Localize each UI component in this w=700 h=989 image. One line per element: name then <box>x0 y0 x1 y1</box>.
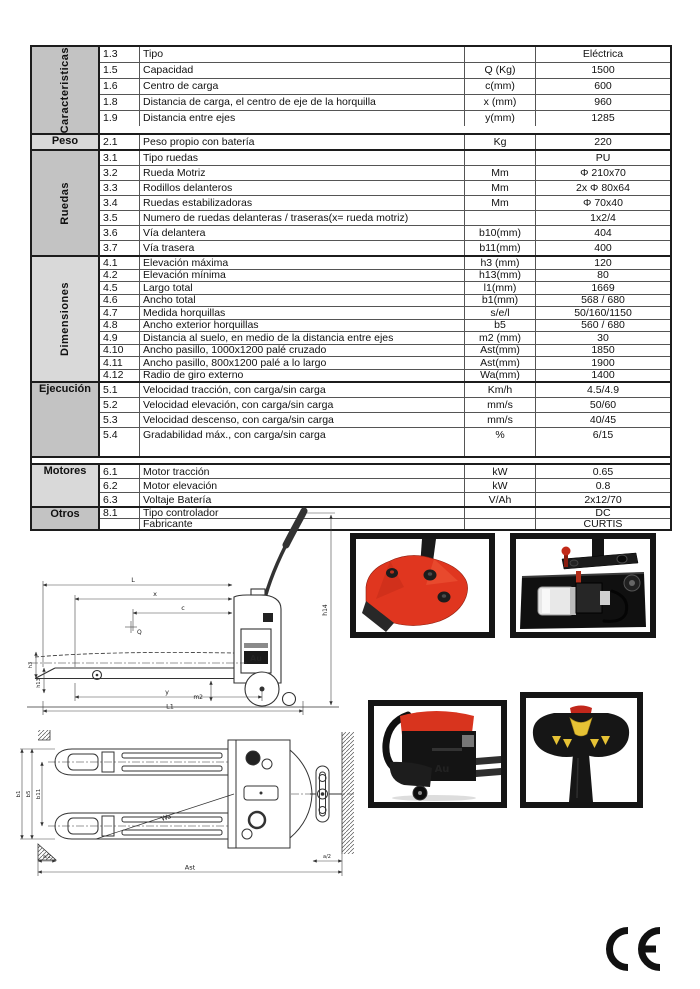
spec-row <box>100 427 670 456</box>
section-label: Caracteristicas <box>32 47 100 133</box>
cell-val: 80 <box>597 269 609 282</box>
cell-unit: l1(mm) <box>465 282 536 294</box>
cell-num: 3.7 <box>100 241 140 255</box>
cell-unit: m2 (mm) <box>465 332 536 344</box>
spec-row <box>100 412 670 427</box>
wall-right <box>342 732 354 854</box>
cell-desc: Ancho total <box>140 295 465 307</box>
cell-val: 4.5/4.9 <box>586 384 620 397</box>
cell-unit: b5 <box>465 320 536 332</box>
cell-val: 1400 <box>591 369 615 382</box>
cell-val: Φ 70x40 <box>583 197 623 210</box>
cell-val: 1x2/4 <box>590 212 616 225</box>
cell-num: 1.6 <box>100 79 140 94</box>
cell-num: 3.3 <box>100 181 140 195</box>
chassis-knob <box>246 751 260 765</box>
photo-tiller-head <box>520 692 643 808</box>
cell-val: 220 <box>594 136 612 149</box>
cell-desc: Distancia de carga, el centro de eje de la horquilla <box>140 95 465 110</box>
spec-row <box>100 344 670 357</box>
cell-unit: mm/s <box>465 398 536 412</box>
cell-val: Φ 210x70 <box>580 167 626 180</box>
section-label: Motores <box>32 465 100 506</box>
wall-corner-top <box>38 730 50 740</box>
cell-num: 8.1 <box>100 508 140 518</box>
cell-num: 4.9 <box>100 332 140 344</box>
spec-row <box>100 225 670 240</box>
spec-row <box>100 62 670 78</box>
cell-val: 600 <box>594 80 612 93</box>
cell-desc: Distancia entre ejes <box>140 111 465 126</box>
cell-unit <box>465 211 536 225</box>
svg-text:Wa: Wa <box>160 812 173 823</box>
housing-cap <box>251 589 265 595</box>
cell-desc: Elevación máxima <box>140 257 465 269</box>
cell-num: 4.2 <box>100 270 140 282</box>
cell-unit <box>465 519 536 529</box>
spec-row <box>100 465 670 478</box>
cell-unit: Wa(mm) <box>465 370 536 382</box>
cell-num: 5.4 <box>100 428 140 456</box>
motor-block <box>576 583 602 613</box>
cell-num: 6.2 <box>100 479 140 492</box>
cell-unit: s/e/l <box>465 307 536 319</box>
cell-unit <box>465 151 536 165</box>
cell-val: 40/45 <box>589 414 617 427</box>
cell-unit: Mm <box>465 166 536 180</box>
pulley-hub <box>629 580 635 586</box>
cell-desc: Voltaje Batería <box>140 493 465 506</box>
spec-row <box>100 165 670 180</box>
fork <box>476 768 501 777</box>
spec-row <box>100 356 670 369</box>
battery-compartment-illustration <box>516 539 650 632</box>
cell-desc: Numero de ruedas delanteras / traseras(x= rueda motriz) <box>140 211 465 225</box>
spec-row <box>100 294 670 307</box>
photo-pallet-truck <box>368 700 507 808</box>
cell-num: 4.11 <box>100 357 140 369</box>
spec-row <box>100 369 670 382</box>
cell-desc: Velocidad elevación, con carga/sin carga <box>140 398 465 412</box>
plate-gauge <box>617 555 627 563</box>
drawing-logo: Au <box>250 654 262 663</box>
cell-val: CURTIS <box>583 519 623 530</box>
section-dimensiones <box>32 257 670 383</box>
cell-desc: Vía trasera <box>140 241 465 255</box>
cell-val: 1850 <box>591 344 615 357</box>
spec-row <box>100 180 670 195</box>
cell-desc: Motor tracción <box>140 465 465 478</box>
cell-unit: kW <box>465 479 536 492</box>
caster-hub <box>418 791 422 795</box>
cell-val: 1285 <box>591 112 615 125</box>
cell-val: 400 <box>594 242 612 255</box>
spec-row <box>100 195 670 210</box>
cell-desc: Velocidad tracción, con carga/sin carga <box>140 383 465 397</box>
cell-val: 50/160/1150 <box>574 307 632 319</box>
cell-desc: Elevación mínima <box>140 270 465 282</box>
svg-text:h14: h14 <box>322 604 329 616</box>
cell-unit: Km/h <box>465 383 536 397</box>
spec-row <box>100 47 670 62</box>
cell-desc: Ancho pasillo, 1000x1200 palé cruzado <box>140 345 465 357</box>
cell-num: 4.1 <box>100 257 140 269</box>
ce-mark <box>598 922 666 976</box>
cell-unit: kW <box>465 465 536 478</box>
cell-num: 4.5 <box>100 282 140 294</box>
cell-val: DC <box>595 508 611 519</box>
red-lever <box>562 547 571 556</box>
spec-row <box>100 397 670 412</box>
cell-val: 6/15 <box>592 429 614 442</box>
section-ruedas <box>32 151 670 257</box>
cell-val: 30 <box>597 332 609 344</box>
cell-num: 4.10 <box>100 345 140 357</box>
svg-text:b11: b11 <box>36 788 42 800</box>
cell-unit: y(mm) <box>465 111 536 126</box>
spec-table <box>30 45 672 531</box>
cell-num: 5.3 <box>100 413 140 427</box>
photo-battery-compartment <box>510 533 656 638</box>
cell-num: 6.3 <box>100 493 140 506</box>
red-cover-illustration <box>356 539 489 632</box>
cell-num: 1.8 <box>100 95 140 110</box>
pump-highlight <box>542 589 550 613</box>
cell-unit: V/Ah <box>465 493 536 506</box>
cell-desc: Distancia al suelo, en medio de la distancia entre ejes <box>140 332 465 344</box>
top-view-technical-drawing <box>10 728 355 880</box>
side-view-technical-drawing <box>15 505 345 717</box>
cell-val: 50/60 <box>589 399 617 412</box>
cell-num: 1.5 <box>100 63 140 78</box>
cell-num: 3.6 <box>100 226 140 240</box>
cell-unit: Kg <box>465 135 536 149</box>
cell-val: 0.8 <box>595 479 611 492</box>
svg-text:m2: m2 <box>193 694 203 701</box>
cell-unit <box>465 508 536 518</box>
spec-row <box>100 257 670 269</box>
photo-red-cover <box>350 533 495 638</box>
cell-desc: Gradabilidad máx., con carga/sin carga <box>140 428 465 456</box>
svg-text:a/2: a/2 <box>43 854 51 860</box>
section-ejecución <box>32 383 670 458</box>
fork <box>476 756 501 765</box>
red-fitting <box>576 571 581 583</box>
cell-num: 5.2 <box>100 398 140 412</box>
knob-center <box>442 594 446 598</box>
spec-row <box>100 151 670 165</box>
cell-num: 5.1 <box>100 383 140 397</box>
panel-slot <box>244 643 268 648</box>
cell-desc: Ancho exterior horquillas <box>140 320 465 332</box>
cell-desc: Ruedas estabilizadoras <box>140 196 465 210</box>
cell-val: 404 <box>594 227 612 240</box>
body-seam <box>432 748 462 751</box>
cell-desc: Radio de giro externo <box>140 370 465 382</box>
section-label: Ruedas <box>32 151 100 255</box>
svg-text:x: x <box>153 590 157 598</box>
cell-num: 4.7 <box>100 307 140 319</box>
svg-text:c: c <box>181 604 185 612</box>
cell-num: 4.12 <box>100 370 140 382</box>
cell-desc: Capacidad <box>140 63 465 78</box>
cell-unit: Ast(mm) <box>465 357 536 369</box>
cell-desc: Rodillos delanteros <box>140 181 465 195</box>
section-caracteristicas <box>32 47 670 135</box>
dimension-labels <box>28 576 329 711</box>
spec-row <box>100 110 670 126</box>
svg-text:a/2: a/2 <box>323 854 331 860</box>
cell-unit: b1(mm) <box>465 295 536 307</box>
spec-row <box>100 269 670 282</box>
cell-num: 2.1 <box>100 135 140 149</box>
spec-row <box>100 306 670 319</box>
spec-row <box>100 319 670 332</box>
cell-val: 960 <box>594 96 612 109</box>
cell-unit: h13(mm) <box>465 270 536 282</box>
cell-unit <box>465 47 536 62</box>
spec-row <box>100 135 670 149</box>
spec-row <box>100 383 670 397</box>
cell-num: 3.5 <box>100 211 140 225</box>
cell-val: PU <box>595 152 611 165</box>
cell-desc: Rueda Motriz <box>140 166 465 180</box>
cell-unit: x (mm) <box>465 95 536 110</box>
cell-unit: Mm <box>465 196 536 210</box>
pump-band <box>570 587 576 615</box>
section-label: Otros <box>32 508 100 529</box>
cell-unit: Mm <box>465 181 536 195</box>
shadow <box>392 795 476 801</box>
section-peso <box>32 135 670 151</box>
cell-num: 3.2 <box>100 166 140 180</box>
svg-text:h13: h13 <box>36 678 42 688</box>
cell-unit: h3 (mm) <box>465 257 536 269</box>
wheel-hub <box>260 687 265 692</box>
svg-text:L1: L1 <box>166 702 174 711</box>
cell-desc: Largo total <box>140 282 465 294</box>
housing-detail <box>263 613 273 622</box>
cell-val: 2x12/70 <box>584 493 622 506</box>
tiller-grip <box>286 511 304 545</box>
cell-desc: Motor elevación <box>140 479 465 492</box>
cell-num: 6.1 <box>100 465 140 478</box>
svg-text:b1: b1 <box>16 790 22 798</box>
spec-row <box>100 240 670 255</box>
svg-text:Ast: Ast <box>184 863 196 872</box>
cell-num: 4.6 <box>100 295 140 307</box>
body-logo: Au <box>434 764 450 775</box>
cell-desc: Vía delantera <box>140 226 465 240</box>
cell-val: 120 <box>594 257 612 269</box>
stabilizer-wheel <box>283 693 296 706</box>
svg-text:b5: b5 <box>26 790 32 798</box>
cell-desc: Ancho pasillo, 800x1200 palé a lo largo <box>140 357 465 369</box>
cell-unit: Q (Kg) <box>465 63 536 78</box>
cell-unit: b10(mm) <box>465 226 536 240</box>
cell-val: 2x Φ 80x64 <box>576 182 630 195</box>
cell-desc: Tipo <box>140 47 465 62</box>
cell-val: 0.65 <box>592 465 614 478</box>
spec-row <box>100 94 670 110</box>
plate-gauge <box>570 560 578 566</box>
stem-seam <box>577 758 578 798</box>
fork-raised-dashed <box>35 652 234 657</box>
cell-unit: % <box>465 428 536 456</box>
cell-desc: Medida horquillas <box>140 307 465 319</box>
cell-desc: Tipo controlador <box>140 508 465 518</box>
cell-unit: Ast(mm) <box>465 345 536 357</box>
svg-text:h3: h3 <box>28 661 34 669</box>
handle-stem <box>569 754 593 802</box>
cell-val: Eléctrica <box>582 48 624 61</box>
motor-cap <box>600 591 610 605</box>
roller-hub <box>96 674 99 677</box>
spec-row <box>100 478 670 492</box>
tiller-head-illustration <box>526 698 637 802</box>
spec-row <box>100 331 670 344</box>
svg-text:L: L <box>131 576 135 584</box>
cell-num: 3.4 <box>100 196 140 210</box>
spec-row <box>100 281 670 294</box>
cell-unit: c(mm) <box>465 79 536 94</box>
section-label: Peso <box>32 135 100 149</box>
cell-num: 1.9 <box>100 111 140 126</box>
cell-desc: Tipo ruedas <box>140 151 465 165</box>
cell-num: 4.8 <box>100 320 140 332</box>
cell-val: 560 / 680 <box>581 319 625 332</box>
steering-wheel <box>310 766 342 822</box>
cell-val: 1900 <box>591 357 615 369</box>
cell-num: 1.3 <box>100 47 140 62</box>
cell-desc: Fabricante <box>140 519 465 529</box>
svg-text:y: y <box>165 688 169 696</box>
cell-unit: b11(mm) <box>465 241 536 255</box>
section-label: Ejecución <box>32 383 100 456</box>
pallet-truck-illustration <box>374 706 501 802</box>
cell-num: 3.1 <box>100 151 140 165</box>
cell-val: 1500 <box>591 64 615 77</box>
spec-row <box>100 78 670 94</box>
knob-center <box>390 570 394 573</box>
truck-top-outline <box>38 730 354 860</box>
knob-center <box>428 572 432 576</box>
fork-lowered <box>35 668 234 679</box>
section-motores <box>32 463 670 508</box>
section-label: Dimensiones <box>32 257 100 381</box>
cell-unit: mm/s <box>465 413 536 427</box>
svg-text:Q: Q <box>137 629 142 636</box>
cell-desc: Peso propio con batería <box>140 135 465 149</box>
cell-desc: Velocidad descenso, con carga/sin carga <box>140 413 465 427</box>
body-label <box>462 735 474 747</box>
cell-desc: Centro de carga <box>140 79 465 94</box>
cell-val: 568 / 680 <box>581 294 625 307</box>
spec-row <box>100 210 670 225</box>
cell-val: 1669 <box>591 282 615 294</box>
